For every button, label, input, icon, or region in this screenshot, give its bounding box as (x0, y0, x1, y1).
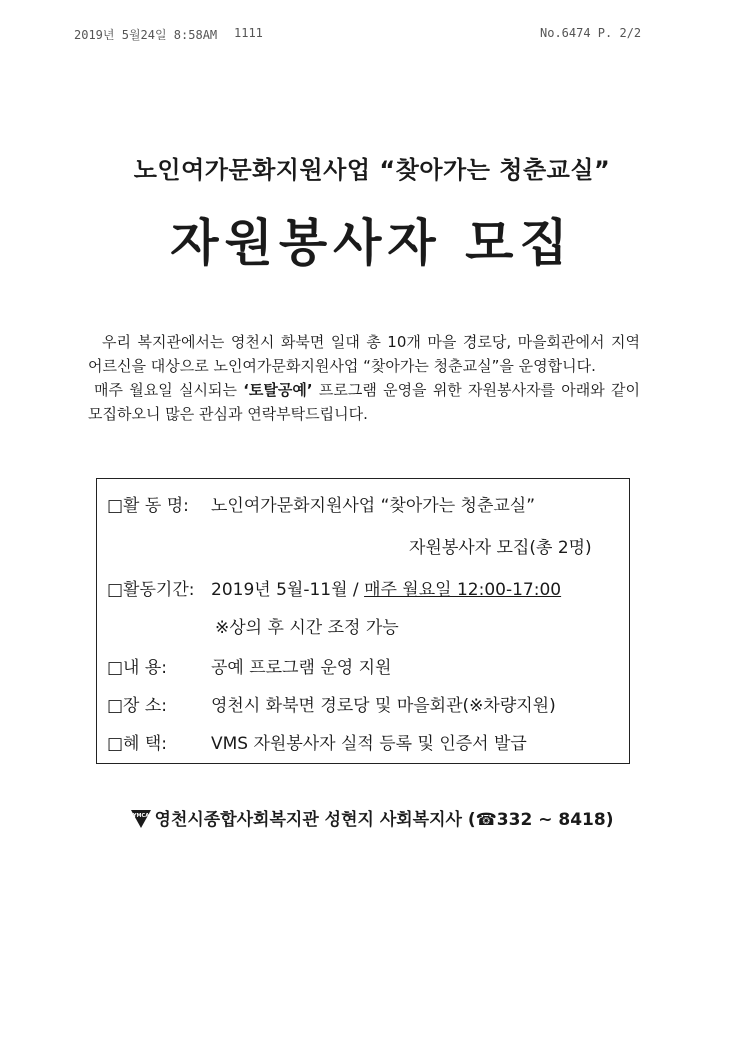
fax-id: 1111 (234, 26, 263, 40)
activity-line-1: 노인여가문화지원사업 “찾아가는 청춘교실” (211, 496, 536, 516)
footer-contact (0, 805, 744, 833)
content-value: 공예 프로그램 운영 지원 (211, 658, 392, 678)
content-label: □내 용: (107, 658, 168, 678)
period-label: □활동기간: (107, 580, 195, 600)
period-value (211, 575, 561, 600)
intro-p2-end: 프로그램 운영을 위한 자원봉사자를 아래와 같이 모집하오니 많은 관심과 연락부탁드립니다. (88, 381, 640, 423)
activity-label: □활 동 명: (107, 496, 189, 516)
details-box (96, 478, 630, 764)
period-time: 매주 월요일 12:00-17:00 (364, 580, 562, 600)
subtitle: 노인여가문화지원사업 “찾아가는 청춘교실” (133, 156, 611, 184)
intro-p2-start: 매주 월요일 실시되는 (94, 381, 244, 399)
ymca-logo-icon (131, 810, 151, 833)
page-title: 자원봉사자 모집 (170, 214, 574, 272)
activity-line-2: 자원봉사자 모집(총 2명) (409, 538, 592, 558)
benefit-label: □혜 택: (107, 734, 168, 754)
fax-datetime: 2019년 5월24일 8:58AM (74, 28, 218, 42)
intro-paragraph-1: 우리 복지관에서는 영천시 화북면 일대 총 10개 마을 경로당, 마을회관에서 지역 어르신을 대상으로 노인여가문화지원사업 “찾아가는 청춘교실”을 운영합니다. (88, 333, 640, 375)
footer-text: 영천시종합사회복지관 성현지 사회복지사 (☎332 ~ 8418) (154, 810, 614, 830)
fax-page: No.6474 P. 2/2 (540, 26, 642, 40)
period-note: ※상의 후 시간 조정 가능 (215, 618, 399, 638)
intro-paragraph-2 (88, 378, 640, 426)
program-name: ‘토탈공예’ (243, 381, 313, 399)
period-months: 2019년 5월-11월 / (211, 580, 359, 600)
benefit-value: VMS 자원봉사자 실적 등록 및 인증서 발급 (211, 734, 527, 754)
svg-text:YMCA: YMCA (132, 813, 149, 819)
place-label: □장 소: (107, 696, 168, 716)
intro-text (88, 330, 640, 426)
place-value: 영천시 화북면 경로당 및 마을회관(※차량지원) (211, 696, 556, 716)
